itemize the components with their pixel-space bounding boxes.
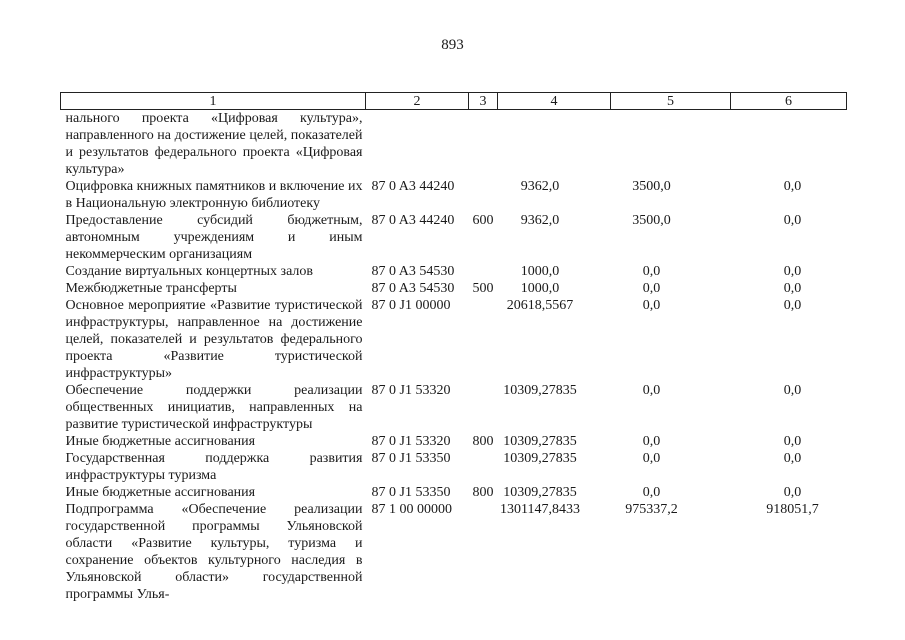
row-value-col5: 3500,0 <box>632 213 671 228</box>
row-value-col6: 0,0 <box>783 281 802 296</box>
budget-table <box>60 92 847 603</box>
row-value-col6: 0,0 <box>783 434 802 449</box>
row-value-col6: 0,0 <box>783 383 802 398</box>
row-value-col5: 0,0 <box>642 281 661 296</box>
row-value-col6 <box>731 110 847 179</box>
row-code: 87 0 J1 53320 <box>371 434 451 449</box>
row-expense-type <box>469 501 498 603</box>
row-value-col5: 975337,2 <box>625 502 678 517</box>
row-code: 87 0 A3 54530 <box>371 264 455 279</box>
row-expense-type <box>469 382 498 433</box>
row-expense-type: 800 <box>472 434 494 449</box>
row-code: 87 0 J1 00000 <box>371 298 451 313</box>
table-row <box>61 178 847 212</box>
row-code: 87 0 A3 44240 <box>371 179 455 194</box>
row-name: Иные бюджетные ассигнования <box>65 485 256 500</box>
table-header-row <box>61 93 847 110</box>
header-col-3: 3 <box>469 93 498 110</box>
table-row <box>61 433 847 450</box>
row-name: Основное мероприятие «Развитие туристической инфраструктуры, направленное на достижение целей, показателей и результатов федерального проекта «Развитие туристической инфраструктуры» <box>65 298 363 381</box>
row-value-col4: 9362,0 <box>520 179 560 194</box>
header-col-1: 1 <box>61 93 366 110</box>
row-value-col4 <box>498 110 611 179</box>
row-value-col4: 10309,27835 <box>503 485 577 500</box>
header-col-4: 4 <box>498 93 611 110</box>
row-code: 87 0 J1 53350 <box>371 485 451 500</box>
row-value-col6: 0,0 <box>783 485 802 500</box>
table-row <box>61 501 847 603</box>
table-row <box>61 297 847 382</box>
row-value-col5: 0,0 <box>642 485 661 500</box>
row-value-col5 <box>611 110 731 179</box>
page-number: 893 <box>441 37 464 53</box>
row-value-col4: 20618,5567 <box>506 298 574 313</box>
row-name: Межбюджетные трансферты <box>65 281 237 296</box>
row-value-col6: 0,0 <box>783 298 802 313</box>
row-value-col5: 0,0 <box>642 383 661 398</box>
row-value-col6: 0,0 <box>783 264 802 279</box>
row-value-col4: 10309,27835 <box>503 383 577 398</box>
row-name: Создание виртуальных концертных залов <box>65 264 314 279</box>
row-name: Предоставление субсидий бюджетным, автономным учреждениям и иным некоммерческим организациям <box>65 213 363 262</box>
table-row <box>61 212 847 263</box>
table-row <box>61 484 847 501</box>
row-value-col6: 0,0 <box>783 213 802 228</box>
row-value-col4: 10309,27835 <box>503 434 577 449</box>
table-row <box>61 263 847 280</box>
row-value-col4: 1301147,8433 <box>500 502 580 517</box>
row-code: 87 0 J1 53350 <box>371 451 451 466</box>
row-value-col6: 0,0 <box>783 451 802 466</box>
row-name: нального проекта «Цифровая культура», направленного на достижение целей, показателей и результатов федерального проекта «Цифровая культура» <box>65 111 363 177</box>
row-value-col5: 0,0 <box>642 434 661 449</box>
table-row <box>61 382 847 433</box>
row-value-col5: 0,0 <box>642 298 661 313</box>
row-expense-type: 500 <box>472 281 494 296</box>
row-name: Иные бюджетные ассигнования <box>65 434 256 449</box>
row-expense-type: 600 <box>472 213 494 228</box>
row-value-col6: 918051,7 <box>766 502 819 517</box>
table-row <box>61 110 847 179</box>
header-col-5: 5 <box>611 93 731 110</box>
row-expense-type <box>469 450 498 484</box>
row-expense-type <box>469 178 498 212</box>
table-row <box>61 280 847 297</box>
row-value-col4: 9362,0 <box>520 213 560 228</box>
row-name: Обеспечение поддержки реализации общественных инициатив, направленных на развитие туристической инфраструктуры <box>65 383 363 432</box>
row-code: 87 0 J1 53320 <box>371 383 451 398</box>
row-name: Оцифровка книжных памятников и включение их в Национальную электронную библиотеку <box>65 179 363 211</box>
table-row <box>61 450 847 484</box>
row-name: Государственная поддержка развития инфраструктуры туризма <box>65 451 363 483</box>
row-code: 87 0 A3 54530 <box>371 281 455 296</box>
row-name: Подпрограмма «Обеспечение реализации государственной программы Ульяновской области «Развитие культуры, туризма и сохранение объектов культурного наследия в Ульяновской области» государственной программы Улья- <box>65 502 363 602</box>
row-value-col4: 10309,27835 <box>503 451 577 466</box>
row-value-col4: 1000,0 <box>520 281 560 296</box>
row-expense-type <box>469 110 498 179</box>
header-col-2: 2 <box>366 93 469 110</box>
row-value-col4: 1000,0 <box>520 264 560 279</box>
row-expense-type <box>469 297 498 382</box>
row-code: 87 1 00 00000 <box>371 502 452 517</box>
row-value-col5: 0,0 <box>642 451 661 466</box>
row-value-col6: 0,0 <box>783 179 802 194</box>
row-value-col5: 3500,0 <box>632 179 671 194</box>
row-expense-type: 800 <box>472 485 494 500</box>
row-code <box>366 110 469 179</box>
row-expense-type <box>469 263 498 280</box>
row-code: 87 0 A3 44240 <box>371 213 455 228</box>
row-value-col5: 0,0 <box>642 264 661 279</box>
header-col-6: 6 <box>731 93 847 110</box>
